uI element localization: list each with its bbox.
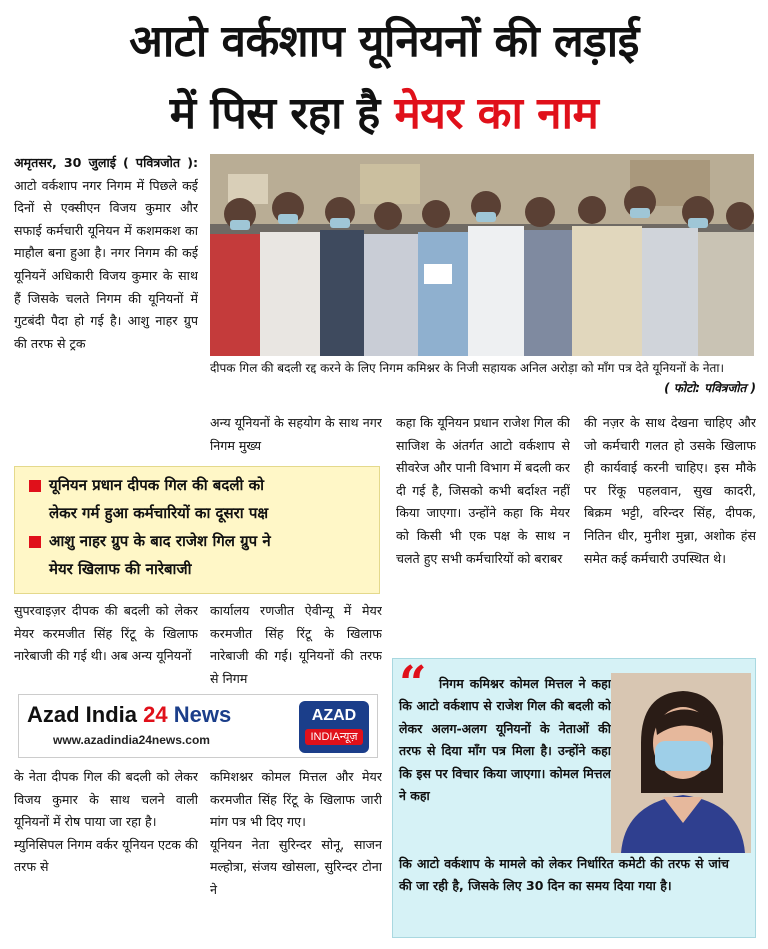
- column-2-bottom-text-2: यूनियन नेता सुरिन्दर सोनू, साजन मल्होत्रा, संजय खोसला, सुरिन्दर टोना ने: [210, 836, 382, 897]
- highlight-text: आशु नाहर ग्रुप के बाद राजेश गिल ग्रुप ने: [49, 532, 271, 550]
- highlight-item-2-line-1: [29, 527, 371, 555]
- column-2-middle: [210, 600, 382, 692]
- quote-box: [392, 658, 756, 938]
- column-2-top: [210, 412, 382, 460]
- azad-india-ad[interactable]: [18, 694, 378, 758]
- highlight-item-2-line-2: मेयर खिलाफ की नारेबाजी: [49, 560, 192, 578]
- headline-line-2: [0, 86, 768, 142]
- commissioner-photo: [611, 673, 751, 853]
- ad-url[interactable]: www.azadindia24news.com: [53, 733, 210, 747]
- column-2-bottom: [210, 766, 382, 942]
- caption-text: दीपक गिल की बदली रद्द करने के लिए निगम कमिश्नर के निजी सहायक अनिल अरोड़ा को माँग पत्र देते यूनियनों के नेता।: [210, 361, 724, 375]
- red-square-bullet-icon: [29, 536, 41, 548]
- quote-text-continued: कि आटो वर्कशाप के मामले को लेकर निर्धारित कमेटी की तरफ से जांच की जा रही है, जिसके लिए 30 दिन का समय दिया गया है।: [399, 856, 729, 894]
- column-2-bottom-text: कमिशश्नर कोमल मित्तल और मेयर करमजीत सिंह रिंटू के खिलाफ जारी मांग पत्र भी दिए गए।: [210, 769, 382, 830]
- news-photo: [210, 154, 754, 356]
- column-2-top-text: अन्य यूनियनों के सहयोग के साथ नगर निगम मुख्य: [210, 415, 382, 453]
- column-1-top: [14, 152, 198, 468]
- ad-title-red: 24: [143, 702, 168, 727]
- red-square-bullet-icon: [29, 480, 41, 492]
- headline-red-part: मेयर का नाम: [394, 88, 599, 139]
- highlight-box: [14, 466, 380, 594]
- ad-title-black: Azad India: [27, 702, 144, 727]
- highlight-item-1-line-1: [29, 471, 371, 499]
- quote-text: निगम कमिश्नर कोमल मित्तल ने कहा कि आटो वर्कशाप से राजेश गिल की बदली को लेकर अलग-अलग यूनियनों के नेताओं की तरफ से दिया माँग पत्र मिला है। उन्होंने कहा कि इस पर विचार किया जाएगा। कोमल मित्तल ने कहा: [399, 676, 611, 804]
- logo-line-2: INDIAन्यूज़: [305, 729, 363, 745]
- column-4: [584, 412, 756, 648]
- column-3-text: कहा कि यूनियन प्रधान राजेश गिल की साजिश के अंतर्गत आटो वर्कशाप से सीवरेज और पानी विभाग में बदली कर दी गई है, जिसको कभी बर्दाश्त नहीं किया जाएगा। उन्होंने कहा कि मेयर को किसी भी एक पक्ष के साथ न चलते हुए सभी कर्मचारियों को बराबर: [396, 415, 570, 566]
- logo-line-1: AZAD: [311, 707, 357, 724]
- column-1-top-text: आटो वर्कशाप नगर निगम में पिछले कई दिनों से एक्सीएन विजय कुमार और सफाई कर्मचारी यूनियन में कशमकश का माहौल बना हुआ है। नगर निगम की कई यूनियनें अधिकारी विजय कुमार के साथ हैं जिसके चलते निगम की यूनियनों में गुटबंदी पैदा हो गई है। आशु नाहर ग्रुप की तरफ से ट्रक: [14, 177, 198, 351]
- photo-credit: ( फोटो: पवित्रजोत ): [664, 381, 756, 395]
- ad-title-blue: News: [167, 702, 232, 727]
- headline-black-part: में पिस रहा है: [169, 88, 395, 139]
- column-1-bottom-text: के नेता दीपक गिल की बदली को लेकर विजय कुमार के साथ चलने वाली यूनियनों में रोष पाया जा रहा है।: [14, 769, 198, 830]
- highlight-text: यूनियन प्रधान दीपक गिल की बदली को: [49, 476, 265, 494]
- highlight-item-1-line-2: लेकर गर्म हुआ कर्मचारियों का दूसरा पक्ष: [49, 504, 269, 522]
- ad-title: [27, 701, 231, 729]
- column-2-middle-text: कार्यालय रणजीत ऐवीन्यू में मेयर करमजीत सिंह रिंटू के खिलाफ नारेबाजी की गई। यूनियनों की तरफ से निगम: [210, 603, 382, 686]
- column-4-text: की नज़र के साथ देखना चाहिए और जो कर्मचारी गलत हो उसके खिलाफ ही कार्यवाई करनी चाहिए। इस मौके पर रिंकू पहलवान, सुख कादरी, बिक्रम भट्टी, वरिन्दर सिंह, दीपक, नितिन धीर, मुनीश मुन्ना, अशोक हंस समेत कई कर्मचारी उपस्थित थे।: [584, 415, 756, 566]
- column-1-middle: [14, 600, 198, 692]
- column-1-middle-text: सुपरवाइज़र दीपक की बदली को लेकर मेयर करमजीत सिंह रिंटू के खिलाफ नारेबाजी की गई थी। अब अन्य यूनियनों: [14, 603, 198, 664]
- azad-india-logo: [299, 701, 369, 753]
- photo-caption: [210, 358, 756, 398]
- headline-line-1: आटो वर्कशाप यूनियनों की लड़ाई: [129, 16, 639, 67]
- dateline: अमृतसर, 30 जुलाई ( पवित्रजोत ):: [14, 155, 198, 170]
- column-1-bottom-text-2: म्युनिसिपल निगम वर्कर यूनियन एटक की तरफ से: [14, 836, 198, 875]
- column-3: [396, 412, 570, 648]
- column-1-bottom: [14, 766, 198, 942]
- quote-mark-icon: “: [399, 656, 427, 712]
